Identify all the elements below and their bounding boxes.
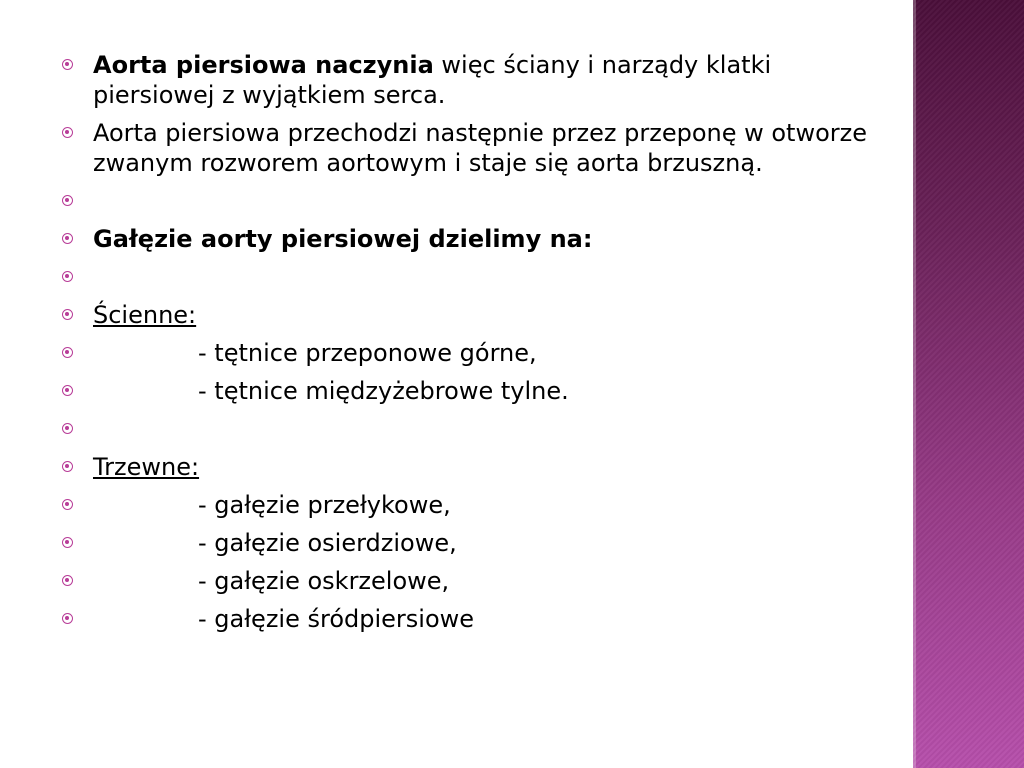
- bullet-subitem-text: - gałęzie śródpiersiowe: [198, 605, 475, 633]
- bullet-item: [62, 300, 892, 330]
- bullet-bold-text: Aorta piersiowa naczynia: [93, 51, 434, 79]
- bullet-item-empty: [62, 186, 892, 216]
- circled-dot-bullet-icon: [62, 461, 73, 472]
- circled-dot-bullet-icon: [62, 195, 73, 206]
- bullet-item: [62, 376, 892, 406]
- bullet-list: [62, 50, 892, 642]
- circled-dot-bullet-icon: [62, 347, 73, 358]
- circled-dot-bullet-icon: [62, 59, 73, 70]
- bullet-item: [62, 224, 892, 254]
- bullet-item: [62, 566, 892, 596]
- bullet-subitem-text: - tętnice przeponowe górne,: [198, 339, 537, 367]
- bullet-category-text: Ścienne:: [93, 301, 197, 329]
- circled-dot-bullet-icon: [62, 233, 73, 244]
- circled-dot-bullet-icon: [62, 271, 73, 282]
- bullet-item: [62, 50, 892, 110]
- circled-dot-bullet-icon: [62, 613, 73, 624]
- bullet-item: [62, 528, 892, 558]
- bullet-heading-text: Gałęzie aorty piersiowej dzielimy na:: [93, 225, 593, 253]
- bullet-subitem-text: - gałęzie oskrzelowe,: [198, 567, 450, 595]
- bullet-item-empty: [62, 262, 892, 292]
- bullet-text: Aorta piersiowa przechodzi następnie przez przeponę w otworze zwanym rozworem aortowym i staje się aorta brzuszną.: [93, 119, 868, 177]
- circled-dot-bullet-icon: [62, 385, 73, 396]
- circled-dot-bullet-icon: [62, 575, 73, 586]
- decorative-side-bar: [913, 0, 1024, 768]
- circled-dot-bullet-icon: [62, 423, 73, 434]
- bullet-subitem-text: - gałęzie przełykowe,: [198, 491, 451, 519]
- bullet-item-empty: [62, 414, 892, 444]
- circled-dot-bullet-icon: [62, 499, 73, 510]
- circled-dot-bullet-icon: [62, 127, 73, 138]
- bullet-item: [62, 118, 892, 178]
- bullet-item: [62, 338, 892, 368]
- bullet-item: [62, 604, 892, 634]
- bullet-subitem-text: - gałęzie osierdziowe,: [198, 529, 457, 557]
- bullet-text: więc ściany i narządy klatki piersiowej z wyjątkiem serca.: [93, 51, 772, 109]
- bullet-item: [62, 490, 892, 520]
- bullet-category-text: Trzewne:: [93, 453, 200, 481]
- circled-dot-bullet-icon: [62, 537, 73, 548]
- bullet-item: [62, 452, 892, 482]
- bullet-subitem-text: - tętnice międzyżebrowe tylne.: [198, 377, 569, 405]
- circled-dot-bullet-icon: [62, 309, 73, 320]
